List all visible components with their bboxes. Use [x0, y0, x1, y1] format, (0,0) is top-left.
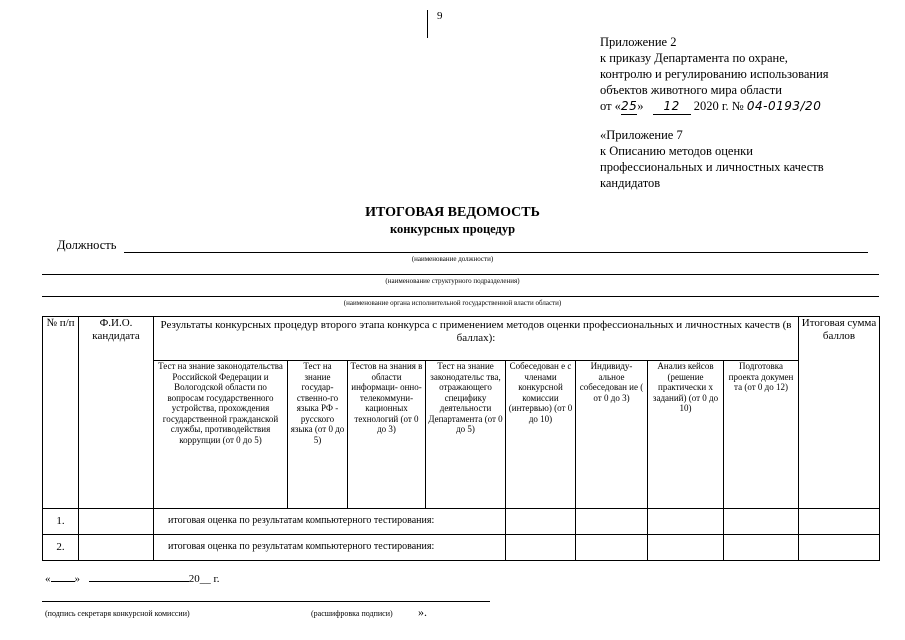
position-label: Должность [57, 238, 117, 252]
page-number-divider [427, 10, 428, 38]
footer-year: 20__ г. [188, 573, 220, 585]
subheader-individual-interview: Индивиду- альное собеседован ие ( от 0 до 3) [576, 361, 648, 509]
subheader-language-test: Тест на знание государ- ственно-го языка РФ - русского языка (от 0 до 5) [288, 361, 348, 509]
subheader-department-test: Тест на знание законодательс тва, отражающего специфику деятельности Департамента (от 0 до 5) [426, 361, 506, 509]
row-fio-cell[interactable] [79, 535, 154, 561]
row-total-cell[interactable] [799, 535, 880, 561]
order-number: 04-0193/20 [746, 99, 822, 113]
row-cell[interactable] [724, 509, 799, 535]
appendix-date-line [600, 98, 829, 115]
subheader-law-test: Тест на знание законодательства Российской Федерации и Вологодской области по вопросам государственного устройства, прохождения государственной гражданской службы, противодействия коррупции (от 0 до 5) [154, 361, 288, 509]
appendix-ref-line-4: кандидатов [600, 176, 661, 190]
division-line[interactable] [42, 274, 879, 275]
row-text: итоговая оценка по результатам компьютерного тестирования: [154, 509, 506, 535]
row-cell[interactable] [648, 535, 724, 561]
closing-quote: ». [418, 605, 427, 619]
date-quote-close: » [74, 573, 80, 585]
results-table [42, 316, 880, 561]
header-num: № п/п [43, 317, 79, 509]
document-subtitle: конкурсных процедур [389, 222, 516, 236]
document-title: ИТОГОВАЯ ВЕДОМОСТЬ [365, 205, 540, 220]
appendix-reference [600, 127, 824, 191]
sig-secretary-caption: (подпись секретаря конкурсной комиссии) [45, 609, 190, 618]
page-number: 9 [437, 10, 443, 22]
row-cell[interactable] [506, 509, 576, 535]
caption-division: (наименование структурного подразделения) [385, 277, 520, 285]
caption-position: (наименование должности) [411, 255, 494, 263]
subheader-interview: Собеседован е с членами конкурсной комиссии (интервью) (от 0 до 10) [506, 361, 576, 509]
sig-decode-caption: (расшифровка подписи) [311, 609, 393, 618]
row-text: итоговая оценка по результатам компьютерного тестирования: [154, 535, 506, 561]
subheader-it-test: Тестов на знания в области информаци- онно- телекоммуни- кационных технологий (от 0 до 3) [348, 361, 426, 509]
row-cell[interactable] [576, 535, 648, 561]
date-day: 25 [620, 99, 638, 113]
appendix-header [600, 34, 829, 115]
date-quote-open: « [45, 573, 51, 585]
footer-date [45, 573, 220, 585]
date-month: 12 [653, 98, 691, 115]
table-row [43, 509, 880, 535]
header-total: Итоговая сумма баллов [799, 317, 880, 509]
appendix-ref-line-2: к Описанию методов оценки [600, 144, 753, 158]
row-cell[interactable] [506, 535, 576, 561]
date-year: 2020 г. № [693, 99, 744, 113]
appendix-ref-line-1: «Приложение 7 [600, 128, 683, 142]
row-num: 2. [43, 535, 79, 561]
header-fio: Ф.И.О. кандидата [79, 317, 154, 509]
authority-line[interactable] [42, 296, 879, 297]
row-cell[interactable] [576, 509, 648, 535]
row-cell[interactable] [724, 535, 799, 561]
subheader-case-analysis: Анализ кейсов (решение практически х заданий) (от 0 до 10) [648, 361, 724, 509]
footer-month-blank[interactable] [89, 581, 189, 582]
caption-authority: (наименование органа исполнительной государственной власти области) [343, 299, 562, 307]
row-num: 1. [43, 509, 79, 535]
row-fio-cell[interactable] [79, 509, 154, 535]
appendix-line-2: к приказу Департамента по охране, [600, 51, 788, 65]
position-line[interactable] [124, 252, 868, 253]
appendix-line-1: Приложение 2 [600, 35, 677, 49]
table-row [43, 535, 880, 561]
appendix-line-4: объектов животного мира области [600, 83, 782, 97]
appendix-line-3: контролю и регулированию использования [600, 67, 829, 81]
row-total-cell[interactable] [799, 509, 880, 535]
subheader-document-draft: Подготовка проекта докумен та (от 0 до 12) [724, 361, 799, 509]
appendix-ref-line-3: профессиональных и личностных качеств [600, 160, 824, 174]
header-results: Результаты конкурсных процедур второго этапа конкурса с применением методов оценки профессиональных и личностных качеств (в баллах): [154, 317, 799, 361]
row-cell[interactable] [648, 509, 724, 535]
date-prefix: от « [600, 99, 621, 113]
footer-day-blank[interactable] [51, 581, 75, 582]
signature-line[interactable] [42, 601, 490, 602]
date-mid: » [637, 99, 644, 113]
